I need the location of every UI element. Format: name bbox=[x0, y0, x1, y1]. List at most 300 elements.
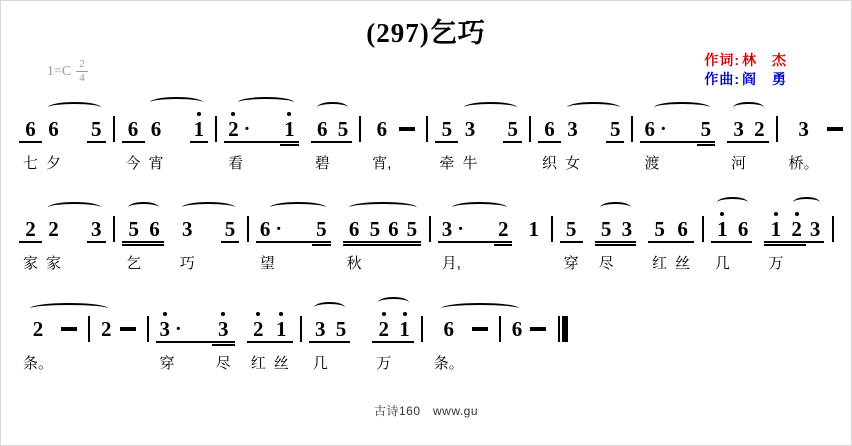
note-digit: 6 bbox=[443, 317, 455, 341]
note-digit: 1 bbox=[399, 317, 410, 341]
beam-lines bbox=[754, 140, 765, 147]
barline bbox=[113, 216, 115, 242]
note-digit: 5 bbox=[224, 217, 236, 241]
note-digit: 3 bbox=[217, 317, 229, 341]
note bbox=[711, 210, 734, 274]
note bbox=[312, 210, 331, 274]
note-digit: 2 bbox=[497, 217, 509, 241]
note-digit: 6 bbox=[316, 117, 328, 141]
note bbox=[538, 110, 561, 174]
beam-lines bbox=[149, 140, 164, 147]
beam-line bbox=[280, 144, 299, 146]
beam-line bbox=[122, 141, 145, 143]
note bbox=[145, 110, 168, 174]
beam-lines bbox=[126, 240, 141, 247]
beam-lines bbox=[439, 140, 454, 147]
octave-dot bbox=[163, 312, 167, 316]
note bbox=[618, 210, 637, 274]
octave-dot-slot bbox=[61, 310, 77, 318]
note-digit: 1 bbox=[284, 117, 295, 141]
beam-line bbox=[806, 241, 825, 243]
barline bbox=[88, 316, 90, 342]
barline bbox=[247, 216, 249, 242]
note bbox=[524, 210, 543, 274]
barline bbox=[551, 216, 553, 242]
beam-lines bbox=[789, 140, 819, 147]
lyric-syllable: 尽 bbox=[598, 255, 614, 272]
lyric-syllable: 夕 bbox=[46, 155, 62, 172]
note bbox=[366, 210, 385, 274]
beam-lines bbox=[388, 240, 399, 247]
beam-line bbox=[87, 141, 106, 143]
notes-row bbox=[122, 210, 239, 274]
beam-lines bbox=[274, 340, 289, 347]
note-digit: 5 bbox=[337, 117, 349, 141]
note bbox=[156, 310, 212, 374]
measure bbox=[122, 197, 240, 274]
notes-row bbox=[122, 110, 209, 174]
beam-lines bbox=[23, 340, 53, 347]
beam-lines bbox=[46, 140, 61, 147]
slur-arc bbox=[378, 297, 409, 308]
beam-line bbox=[332, 341, 351, 343]
note bbox=[97, 310, 116, 374]
score bbox=[17, 97, 839, 397]
beam-lines bbox=[528, 240, 539, 247]
page-title: (297)乞巧 bbox=[366, 18, 486, 48]
note-digit: 3 bbox=[621, 217, 633, 241]
beam-lines bbox=[791, 240, 802, 247]
dash-note bbox=[116, 310, 140, 374]
note bbox=[438, 210, 494, 274]
notes-row bbox=[19, 210, 106, 274]
note-digit: 6 bbox=[127, 117, 139, 141]
note bbox=[224, 110, 280, 174]
note bbox=[19, 310, 57, 374]
barline bbox=[529, 116, 531, 142]
note-digit: 1 bbox=[193, 117, 205, 141]
beam-line bbox=[697, 141, 716, 143]
note bbox=[727, 110, 750, 174]
note bbox=[764, 210, 787, 274]
octave-dot-slot bbox=[472, 310, 488, 318]
beam-line bbox=[212, 341, 235, 343]
lyric-syllable: 望 bbox=[259, 255, 275, 272]
note-digit: 6 bbox=[376, 117, 388, 141]
time-signature-numerator: 2 bbox=[76, 59, 88, 72]
beam-lines bbox=[228, 140, 250, 147]
lyric-syllable: 丝 bbox=[273, 355, 289, 372]
beam-lines bbox=[442, 240, 464, 247]
beam-lines bbox=[731, 140, 746, 147]
octave-dot bbox=[231, 112, 235, 116]
notes-row bbox=[19, 110, 106, 174]
beam-line bbox=[309, 341, 332, 343]
beam-line bbox=[312, 241, 331, 243]
barline bbox=[426, 116, 428, 142]
notes-row bbox=[224, 110, 352, 174]
note-digit bbox=[827, 118, 843, 140]
note bbox=[750, 110, 769, 174]
beam-line bbox=[494, 244, 513, 246]
octave-dot bbox=[720, 212, 724, 216]
beam-line bbox=[87, 241, 106, 243]
note-digit bbox=[530, 318, 546, 340]
beam-line bbox=[435, 141, 458, 143]
beam-lines bbox=[336, 340, 347, 347]
beam-line bbox=[311, 141, 334, 143]
note bbox=[122, 110, 145, 174]
note bbox=[395, 310, 414, 374]
lyric-syllable: 月, bbox=[441, 255, 461, 272]
slur-arc bbox=[717, 197, 748, 208]
beam-lines bbox=[810, 240, 821, 247]
dash-note bbox=[57, 310, 81, 374]
notes-row bbox=[97, 310, 140, 374]
lyric-syllable: 万 bbox=[376, 355, 392, 372]
notes-row bbox=[430, 310, 492, 374]
beam-lines bbox=[347, 240, 362, 247]
beam-line bbox=[221, 241, 240, 243]
measure bbox=[435, 97, 522, 174]
note-digit: 6 · bbox=[644, 117, 667, 141]
note bbox=[494, 210, 513, 274]
footer-text: 古诗160 www.gu bbox=[373, 404, 479, 418]
note-digit: 5 bbox=[441, 117, 453, 141]
beam-line bbox=[156, 341, 212, 343]
beam-line bbox=[224, 141, 280, 143]
notes-row bbox=[711, 210, 825, 274]
beam-line bbox=[122, 244, 145, 246]
beam-lines bbox=[498, 240, 509, 247]
note-digit: 2 bbox=[101, 317, 112, 341]
note bbox=[247, 310, 270, 374]
beam-line bbox=[247, 341, 270, 343]
beam-lines bbox=[610, 140, 621, 147]
lyric-syllable: 乞 bbox=[126, 255, 142, 272]
note bbox=[372, 310, 395, 374]
beam-line bbox=[503, 141, 522, 143]
beam-line bbox=[145, 244, 164, 246]
note-digit bbox=[120, 318, 136, 340]
beam-line bbox=[711, 241, 734, 243]
lyric-syllable: 万 bbox=[768, 255, 784, 272]
note-digit: 5 bbox=[507, 117, 518, 141]
dash-bar bbox=[530, 327, 546, 331]
lyric-syllable: 碧 bbox=[314, 155, 330, 172]
lyric-syllable: 几 bbox=[714, 255, 730, 272]
note-digit: 6 bbox=[544, 117, 555, 141]
barline bbox=[215, 116, 217, 142]
measure bbox=[538, 97, 625, 174]
beam-line bbox=[560, 241, 583, 243]
note-digit: 3 bbox=[464, 117, 476, 141]
dash-bar bbox=[399, 127, 415, 131]
barline bbox=[499, 316, 501, 342]
measure bbox=[97, 297, 140, 374]
dash-bar bbox=[61, 327, 77, 331]
beam-line bbox=[312, 244, 331, 246]
beam-line bbox=[648, 241, 671, 243]
beam-line bbox=[343, 244, 366, 246]
notes-row bbox=[785, 110, 847, 174]
note bbox=[734, 210, 753, 274]
beam-line bbox=[343, 241, 366, 243]
barline bbox=[113, 116, 115, 142]
barline bbox=[776, 116, 778, 142]
beam-lines bbox=[251, 340, 266, 347]
lyric-syllable: 宵 bbox=[148, 155, 164, 172]
measure bbox=[711, 197, 825, 274]
note bbox=[806, 210, 825, 274]
lyric-syllable: 今 bbox=[125, 155, 141, 172]
beam-lines bbox=[738, 240, 749, 247]
note-digit: 5 bbox=[654, 217, 665, 241]
measure bbox=[785, 97, 847, 174]
beam-lines bbox=[180, 240, 195, 247]
note-digit: 3 bbox=[798, 117, 809, 141]
note-digit: 1 bbox=[528, 217, 539, 241]
note bbox=[785, 110, 823, 174]
notes-row bbox=[256, 210, 421, 274]
note-digit: 6 bbox=[388, 217, 399, 241]
notes-row bbox=[508, 310, 551, 374]
octave-dot bbox=[221, 312, 225, 316]
lyric-syllable: 牛 bbox=[462, 155, 478, 172]
note-digit: 2 bbox=[754, 117, 765, 141]
note-digit: 3 bbox=[567, 117, 578, 141]
notes-row bbox=[19, 310, 81, 374]
note bbox=[122, 210, 145, 274]
beam-lines bbox=[160, 340, 182, 347]
key-signature-text: 1=C bbox=[47, 63, 72, 79]
beam-lines bbox=[315, 140, 330, 147]
note-digit: 6 bbox=[677, 217, 688, 241]
lyricist-label: 作词: bbox=[704, 52, 740, 68]
beam-lines bbox=[462, 140, 477, 147]
beam-line bbox=[734, 241, 753, 243]
note-digit: 2 bbox=[791, 217, 802, 241]
barline-thick bbox=[562, 316, 568, 342]
note bbox=[787, 210, 806, 274]
note-digit: 2 bbox=[252, 317, 264, 341]
notes-row bbox=[435, 110, 522, 174]
barline bbox=[558, 316, 560, 342]
dash-note bbox=[468, 310, 492, 374]
score-line bbox=[17, 197, 839, 274]
lyric-syllable: 看 bbox=[228, 155, 244, 172]
beam-lines bbox=[507, 140, 518, 147]
note bbox=[561, 110, 584, 174]
note bbox=[176, 210, 199, 274]
dot-after: · bbox=[175, 318, 182, 340]
beam-line bbox=[403, 244, 422, 246]
beam-line bbox=[334, 141, 353, 143]
slur-arc bbox=[793, 197, 820, 208]
lyric-syllable: 桥。 bbox=[788, 155, 819, 172]
note-digit: 5 bbox=[128, 217, 139, 241]
note-digit: 5 bbox=[609, 117, 621, 141]
lyric-syllable: 家 bbox=[46, 255, 62, 272]
beam-lines bbox=[370, 240, 381, 247]
score-line bbox=[17, 97, 839, 174]
note bbox=[309, 310, 332, 374]
note bbox=[368, 110, 395, 174]
measure bbox=[156, 297, 293, 374]
barline bbox=[421, 316, 423, 342]
beam-line bbox=[384, 241, 403, 243]
beam-lines bbox=[91, 240, 102, 247]
beam-line bbox=[366, 241, 385, 243]
notes-row bbox=[368, 110, 419, 174]
beam-line bbox=[145, 241, 164, 243]
beam-lines bbox=[399, 140, 415, 147]
lyric-syllable: 红 bbox=[250, 355, 266, 372]
dash-note bbox=[395, 110, 419, 174]
barline bbox=[832, 216, 834, 242]
beam-lines bbox=[101, 340, 112, 347]
octave-dot bbox=[382, 312, 386, 316]
slur-arc bbox=[238, 97, 294, 108]
note bbox=[648, 210, 671, 274]
time-signature-denominator: 4 bbox=[79, 72, 85, 84]
beam-line bbox=[764, 244, 787, 246]
note-digit: 6 · bbox=[259, 217, 283, 241]
note bbox=[256, 210, 312, 274]
note bbox=[503, 110, 522, 174]
beam-lines bbox=[644, 140, 666, 147]
dash-note bbox=[526, 310, 550, 374]
note-digit: 5 bbox=[91, 117, 102, 141]
measure bbox=[508, 297, 551, 374]
dash-note bbox=[823, 110, 847, 174]
beam-lines bbox=[715, 240, 730, 247]
note-digit: 3 bbox=[809, 217, 821, 241]
composer-name: 阎 勇 bbox=[742, 71, 787, 87]
beam-line bbox=[280, 141, 299, 143]
notes-row bbox=[560, 210, 695, 274]
note-digit: 3 bbox=[733, 117, 744, 141]
note-digit: 5 bbox=[600, 217, 612, 241]
lyric-syllable: 家 bbox=[23, 255, 39, 272]
beam-lines bbox=[652, 240, 667, 247]
beam-line bbox=[19, 241, 42, 243]
octave-dot bbox=[403, 312, 407, 316]
beam-lines bbox=[564, 240, 579, 247]
measure bbox=[438, 197, 544, 274]
note bbox=[334, 110, 353, 174]
note-digit: 6 bbox=[150, 117, 162, 141]
beam-lines bbox=[216, 340, 231, 347]
note-digit: 6 bbox=[737, 217, 749, 241]
beam-lines bbox=[46, 240, 61, 247]
note bbox=[671, 210, 694, 274]
beam-line bbox=[606, 141, 625, 143]
note bbox=[212, 310, 235, 374]
beam-lines bbox=[599, 240, 614, 247]
dot-after: · bbox=[275, 218, 283, 240]
lyric-syllable: 条。 bbox=[23, 355, 54, 372]
measure bbox=[224, 97, 352, 174]
note bbox=[430, 310, 468, 374]
beam-lines bbox=[313, 340, 328, 347]
beam-lines bbox=[622, 240, 633, 247]
note bbox=[508, 310, 527, 374]
note bbox=[19, 110, 42, 174]
note-digit: 5 bbox=[565, 217, 577, 241]
measure bbox=[19, 297, 81, 374]
beam-line bbox=[212, 344, 235, 346]
octave-dot-slot bbox=[120, 310, 136, 318]
note bbox=[606, 110, 625, 174]
beam-line bbox=[122, 241, 145, 243]
beam-line bbox=[764, 241, 787, 243]
beam-line bbox=[618, 244, 637, 246]
beam-line bbox=[787, 244, 806, 246]
dot-after: · bbox=[457, 218, 464, 240]
note-digit bbox=[472, 318, 488, 340]
beam-lines bbox=[284, 140, 295, 147]
note-digit bbox=[399, 118, 415, 140]
note bbox=[332, 310, 351, 374]
octave-dot-slot bbox=[399, 110, 415, 118]
beam-line bbox=[787, 241, 806, 243]
beam-line bbox=[640, 141, 696, 143]
beam-line bbox=[190, 141, 209, 143]
note bbox=[458, 110, 481, 174]
note-digit: 2 bbox=[48, 217, 59, 241]
lyric-syllable: 巧 bbox=[179, 255, 195, 272]
lyric-syllable: 渡 bbox=[644, 155, 660, 172]
final-barline bbox=[558, 316, 568, 342]
beam-lines bbox=[260, 240, 282, 247]
beam-line bbox=[595, 244, 618, 246]
note bbox=[595, 210, 618, 274]
note bbox=[343, 210, 366, 274]
note bbox=[435, 110, 458, 174]
notes-row bbox=[156, 310, 293, 374]
measure bbox=[309, 297, 414, 374]
beam-lines bbox=[126, 140, 141, 147]
note-digit: 6 bbox=[149, 217, 160, 241]
measure bbox=[122, 97, 209, 174]
beam-line bbox=[270, 341, 293, 343]
beam-line bbox=[727, 141, 750, 143]
notes-row bbox=[538, 110, 625, 174]
note-digit: 5 bbox=[406, 217, 418, 241]
notes-row bbox=[438, 210, 543, 274]
beam-lines bbox=[675, 240, 690, 247]
octave-dot bbox=[774, 212, 778, 216]
beam-lines bbox=[565, 140, 580, 147]
note-digit: 1 bbox=[717, 217, 728, 241]
note-digit: 2 bbox=[32, 317, 44, 341]
beam-lines bbox=[768, 240, 783, 247]
composer-label: 作曲: bbox=[704, 71, 740, 87]
measure bbox=[256, 197, 422, 274]
note bbox=[221, 210, 240, 274]
note-digit: 2 bbox=[378, 317, 389, 341]
note bbox=[640, 110, 696, 174]
note-digit: 2 bbox=[25, 217, 36, 241]
lyricist-credit bbox=[704, 51, 787, 70]
octave-dot bbox=[287, 112, 291, 116]
lyric-syllable: 秋 bbox=[346, 255, 362, 272]
beam-lines bbox=[407, 240, 418, 247]
dash-bar bbox=[120, 327, 136, 331]
beam-line bbox=[618, 241, 637, 243]
measure bbox=[19, 97, 106, 174]
